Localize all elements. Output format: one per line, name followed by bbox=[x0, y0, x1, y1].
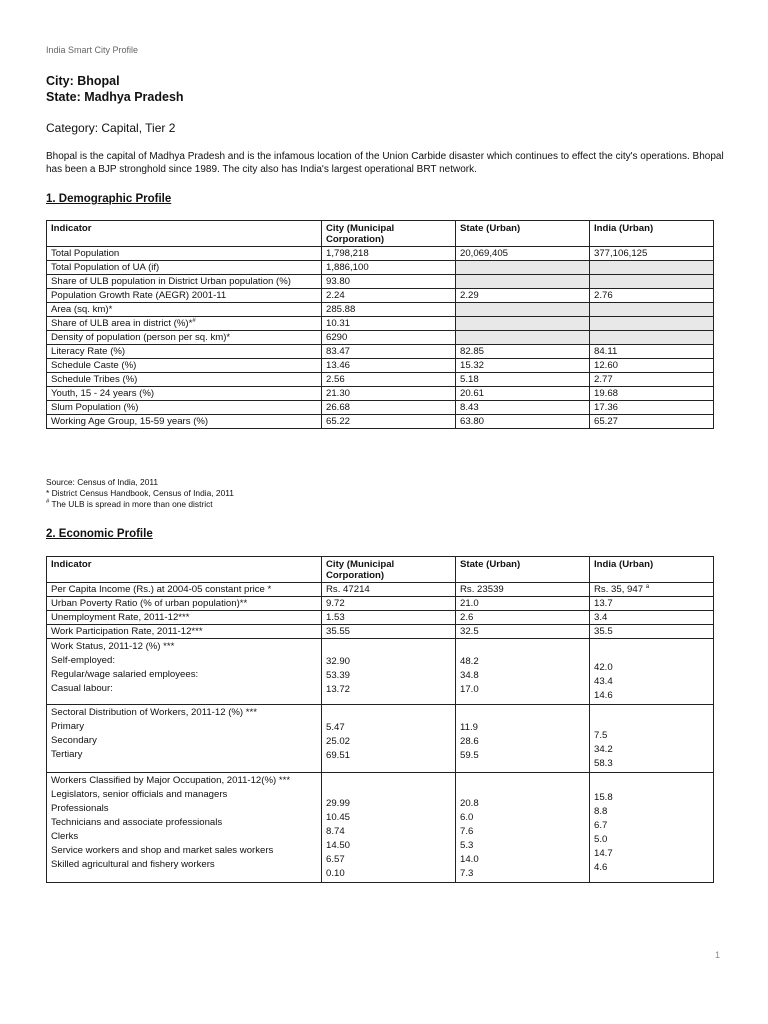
state-value: 20.8 bbox=[460, 798, 479, 809]
city-value: 69.51 bbox=[326, 750, 351, 761]
india-value bbox=[590, 275, 714, 289]
indicator-cell bbox=[47, 359, 322, 373]
indicator-label: Share of ULB population in District Urban population (%) bbox=[51, 276, 291, 287]
city-value: 65.22 bbox=[322, 415, 456, 429]
india-value: 17.36 bbox=[590, 401, 714, 415]
state-value: 2.29 bbox=[456, 289, 590, 303]
indicator-label: Youth, 15 - 24 years (%) bbox=[51, 388, 155, 399]
india-value bbox=[590, 303, 714, 317]
indicator-cell bbox=[47, 373, 322, 387]
table-row bbox=[47, 611, 714, 625]
city-value: 2.24 bbox=[322, 289, 456, 303]
city-value: 93.80 bbox=[322, 275, 456, 289]
india-value: 19.68 bbox=[590, 387, 714, 401]
indicator-cell bbox=[47, 331, 322, 345]
indicator-cell: Per Capita Income (Rs.) at 2004-05 constant price * bbox=[47, 583, 322, 597]
group-item: Tertiary bbox=[51, 749, 83, 760]
indicator-cell: Unemployment Rate, 2011-12*** bbox=[47, 611, 322, 625]
table-row bbox=[47, 415, 714, 429]
city-value: 21.30 bbox=[322, 387, 456, 401]
indicator-label: Total Population bbox=[51, 248, 120, 259]
city-value: 285.88 bbox=[322, 303, 456, 317]
table-row bbox=[47, 387, 714, 401]
demographic-notes bbox=[46, 477, 234, 510]
indicator-cell: Urban Poverty Ratio (% of urban population)** bbox=[47, 597, 322, 611]
state-value bbox=[456, 317, 590, 331]
india-value: 8.8 bbox=[594, 806, 608, 817]
state-value: 48.2 bbox=[460, 656, 479, 667]
state-value: 11.9 bbox=[460, 722, 478, 733]
table-row bbox=[47, 583, 714, 597]
category-line: Category: Capital, Tier 2 bbox=[46, 121, 176, 135]
table-row bbox=[47, 275, 714, 289]
group-title: Sectoral Distribution of Workers, 2011-12 (%) *** bbox=[51, 707, 257, 718]
india-value: 377,106,125 bbox=[590, 247, 714, 261]
state-value-group bbox=[456, 705, 590, 773]
state-value: 32.5 bbox=[456, 625, 590, 639]
indicator-cell bbox=[47, 773, 322, 883]
city-value: 14.50 bbox=[326, 840, 351, 851]
state-value: 59.5 bbox=[460, 750, 479, 761]
city-value: 9.72 bbox=[322, 597, 456, 611]
header-state: State (Urban) bbox=[456, 221, 590, 247]
group-item: Clerks bbox=[51, 831, 79, 842]
indicator-label: Share of ULB area in district (%)* bbox=[51, 318, 193, 329]
india-value: 58.3 bbox=[594, 758, 613, 769]
india-value bbox=[590, 331, 714, 345]
sectoral-row bbox=[47, 705, 714, 773]
table-row bbox=[47, 247, 714, 261]
city-value-group bbox=[322, 639, 456, 705]
state-value: 20,069,405 bbox=[456, 247, 590, 261]
india-value: 4.6 bbox=[594, 862, 608, 873]
indicator-cell: Work Participation Rate, 2011-12*** bbox=[47, 625, 322, 639]
state-value: 20.61 bbox=[456, 387, 590, 401]
header-indicator: Indicator bbox=[47, 221, 322, 247]
indicator-cell bbox=[47, 639, 322, 705]
state-value-group bbox=[456, 639, 590, 705]
city-value: 5.47 bbox=[326, 722, 345, 733]
india-value-group bbox=[590, 773, 714, 883]
india-value-group bbox=[590, 705, 714, 773]
indicator-cell bbox=[47, 247, 322, 261]
running-header: India Smart City Profile bbox=[46, 45, 139, 55]
state-value: 2.6 bbox=[456, 611, 590, 625]
group-item: Service workers and shop and market sales workers bbox=[51, 845, 274, 856]
state-value: 63.80 bbox=[456, 415, 590, 429]
state-value bbox=[456, 331, 590, 345]
census-note: * District Census Handbook, Census of India, 2011 bbox=[46, 488, 234, 498]
city-line: City: Bhopal bbox=[46, 74, 120, 88]
india-value: 7.5 bbox=[594, 730, 608, 741]
ulb-note bbox=[46, 499, 234, 510]
state-value: 82.85 bbox=[456, 345, 590, 359]
state-line: State: Madhya Pradesh bbox=[46, 90, 184, 104]
group-item: Professionals bbox=[51, 803, 109, 814]
india-value: 2.76 bbox=[590, 289, 714, 303]
city-value: 6.57 bbox=[326, 854, 345, 865]
city-value: 1,798,218 bbox=[322, 247, 456, 261]
state-value: 28.6 bbox=[460, 736, 479, 747]
india-value-text: 35.5 bbox=[594, 626, 613, 637]
indicator-label: Working Age Group, 15-59 years (%) bbox=[51, 416, 209, 427]
state-value: 8.43 bbox=[456, 401, 590, 415]
table-header-row bbox=[47, 221, 714, 247]
state-value: 7.6 bbox=[460, 826, 474, 837]
group-title: Work Status, 2011-12 (%) *** bbox=[51, 641, 175, 652]
table-row bbox=[47, 331, 714, 345]
header-india: India (Urban) bbox=[590, 221, 714, 247]
group-item: Primary bbox=[51, 721, 85, 732]
india-value: 42.0 bbox=[594, 662, 613, 673]
ulb-note-text: The ULB is spread in more than one district bbox=[49, 499, 213, 509]
state-value bbox=[456, 303, 590, 317]
table-row bbox=[47, 401, 714, 415]
india-value bbox=[590, 625, 714, 639]
indicator-cell bbox=[47, 317, 322, 331]
city-value: 10.45 bbox=[326, 812, 351, 823]
india-value-text: 3.4 bbox=[594, 612, 608, 623]
economic-section-title: 2. Economic Profile bbox=[46, 528, 153, 540]
city-value: 13.72 bbox=[326, 684, 351, 695]
hash-mark: # bbox=[46, 499, 50, 506]
state-value: 21.0 bbox=[456, 597, 590, 611]
indicator-cell bbox=[47, 387, 322, 401]
city-value: 32.90 bbox=[326, 656, 351, 667]
india-value: 15.8 bbox=[594, 792, 613, 803]
india-value: 34.2 bbox=[594, 744, 613, 755]
india-value: 12.60 bbox=[590, 359, 714, 373]
indicator-cell bbox=[47, 261, 322, 275]
city-value: 2.56 bbox=[322, 373, 456, 387]
india-value-text: 13.7 bbox=[594, 598, 613, 609]
group-item: Legislators, senior officials and managers bbox=[51, 789, 228, 800]
city-value: 6290 bbox=[322, 331, 456, 345]
group-title: Workers Classified by Major Occupation, 2011-12(%) *** bbox=[51, 775, 291, 786]
india-value: 2.77 bbox=[590, 373, 714, 387]
indicator-label: Schedule Tribes (%) bbox=[51, 374, 138, 385]
city-value-group bbox=[322, 773, 456, 883]
indicator-sup: # bbox=[192, 317, 196, 324]
indicator-label: Slum Population (%) bbox=[51, 402, 139, 413]
city-value-group bbox=[322, 705, 456, 773]
group-item: Self-employed: bbox=[51, 655, 115, 666]
india-value: 5.0 bbox=[594, 834, 608, 845]
india-value: 65.27 bbox=[590, 415, 714, 429]
table-header-row bbox=[47, 557, 714, 583]
group-item: Technicians and associate professionals bbox=[51, 817, 223, 828]
city-value: 35.55 bbox=[322, 625, 456, 639]
economic-table bbox=[46, 556, 714, 883]
city-value: Rs. 47214 bbox=[322, 583, 456, 597]
indicator-label: Literacy Rate (%) bbox=[51, 346, 126, 357]
state-value: 5.3 bbox=[460, 840, 474, 851]
state-value: 15.32 bbox=[456, 359, 590, 373]
india-value bbox=[590, 583, 714, 597]
indicator-label: Population Growth Rate (AEGR) 2001-11 bbox=[51, 290, 227, 301]
state-value: Rs. 23539 bbox=[456, 583, 590, 597]
work_status-row bbox=[47, 639, 714, 705]
group-item: Regular/wage salaried employees: bbox=[51, 669, 199, 680]
state-value: 5.18 bbox=[456, 373, 590, 387]
india-value: 84.11 bbox=[590, 345, 714, 359]
indicator-label: Area (sq. km)* bbox=[51, 304, 113, 315]
table-row bbox=[47, 345, 714, 359]
city-value: 1.53 bbox=[322, 611, 456, 625]
state-value: 17.0 bbox=[460, 684, 479, 695]
city-value: 53.39 bbox=[326, 670, 351, 681]
state-value bbox=[456, 261, 590, 275]
city-value: 29.99 bbox=[326, 798, 351, 809]
city-value: 0.10 bbox=[326, 868, 345, 879]
city-value: 13.46 bbox=[322, 359, 456, 373]
indicator-cell bbox=[47, 401, 322, 415]
header-city: City (Municipal Corporation) bbox=[322, 221, 456, 247]
indicator-cell bbox=[47, 415, 322, 429]
demographic-section-title: 1. Demographic Profile bbox=[46, 193, 172, 205]
intro-paragraph: Bhopal is the capital of Madhya Pradesh and is the infamous location of the Union Carbide disaster which continues to effect the city's operations. Bhopal has been a BJP stronghold since 1989. The city also has India's largest operational BRT network. bbox=[46, 151, 724, 175]
table-row bbox=[47, 261, 714, 275]
occupation-row bbox=[47, 773, 714, 883]
indicator-cell bbox=[47, 345, 322, 359]
indicator-label: Total Population of UA (if) bbox=[51, 262, 160, 273]
indicator-cell bbox=[47, 289, 322, 303]
city-value: 10.31 bbox=[322, 317, 456, 331]
table-row bbox=[47, 359, 714, 373]
india-value-sup: a bbox=[645, 583, 650, 590]
header-indicator: Indicator bbox=[47, 557, 322, 583]
city-value: 83.47 bbox=[322, 345, 456, 359]
source-note: Source: Census of India, 2011 bbox=[46, 477, 159, 487]
table-row bbox=[47, 625, 714, 639]
indicator-cell bbox=[47, 303, 322, 317]
demographic-table bbox=[46, 220, 714, 429]
group-item: Casual labour: bbox=[51, 683, 113, 694]
indicator-label: Schedule Caste (%) bbox=[51, 360, 137, 371]
table-row bbox=[47, 317, 714, 331]
india-value: 6.7 bbox=[594, 820, 608, 831]
group-item: Skilled agricultural and fishery workers bbox=[51, 859, 215, 870]
indicator-cell bbox=[47, 705, 322, 773]
table-row bbox=[47, 597, 714, 611]
city-state-heading bbox=[46, 73, 184, 105]
state-value: 7.3 bbox=[460, 868, 474, 879]
india-value-group bbox=[590, 639, 714, 705]
state-value: 34.8 bbox=[460, 670, 479, 681]
india-value bbox=[590, 611, 714, 625]
state-value bbox=[456, 275, 590, 289]
india-value bbox=[590, 317, 714, 331]
india-value bbox=[590, 261, 714, 275]
table-row bbox=[47, 303, 714, 317]
india-value-text: Rs. 35, 947 bbox=[594, 584, 644, 595]
india-value: 43.4 bbox=[594, 676, 613, 687]
group-item: Secondary bbox=[51, 735, 97, 746]
india-value: 14.6 bbox=[594, 690, 613, 701]
state-value: 14.0 bbox=[460, 854, 479, 865]
indicator-label: Density of population (person per sq. km)* bbox=[51, 332, 231, 343]
india-value: 14.7 bbox=[594, 848, 613, 859]
page-number: 1 bbox=[714, 950, 720, 960]
city-value: 25.02 bbox=[326, 736, 351, 747]
state-value: 6.0 bbox=[460, 812, 474, 823]
table-row bbox=[47, 289, 714, 303]
state-value-group bbox=[456, 773, 590, 883]
header-city: City (Municipal Corporation) bbox=[322, 557, 456, 583]
table-row bbox=[47, 373, 714, 387]
indicator-cell bbox=[47, 275, 322, 289]
header-state: State (Urban) bbox=[456, 557, 590, 583]
header-india: India (Urban) bbox=[590, 557, 714, 583]
india-value bbox=[590, 597, 714, 611]
city-value: 26.68 bbox=[322, 401, 456, 415]
city-value: 1,886,100 bbox=[322, 261, 456, 275]
city-value: 8.74 bbox=[326, 826, 345, 837]
